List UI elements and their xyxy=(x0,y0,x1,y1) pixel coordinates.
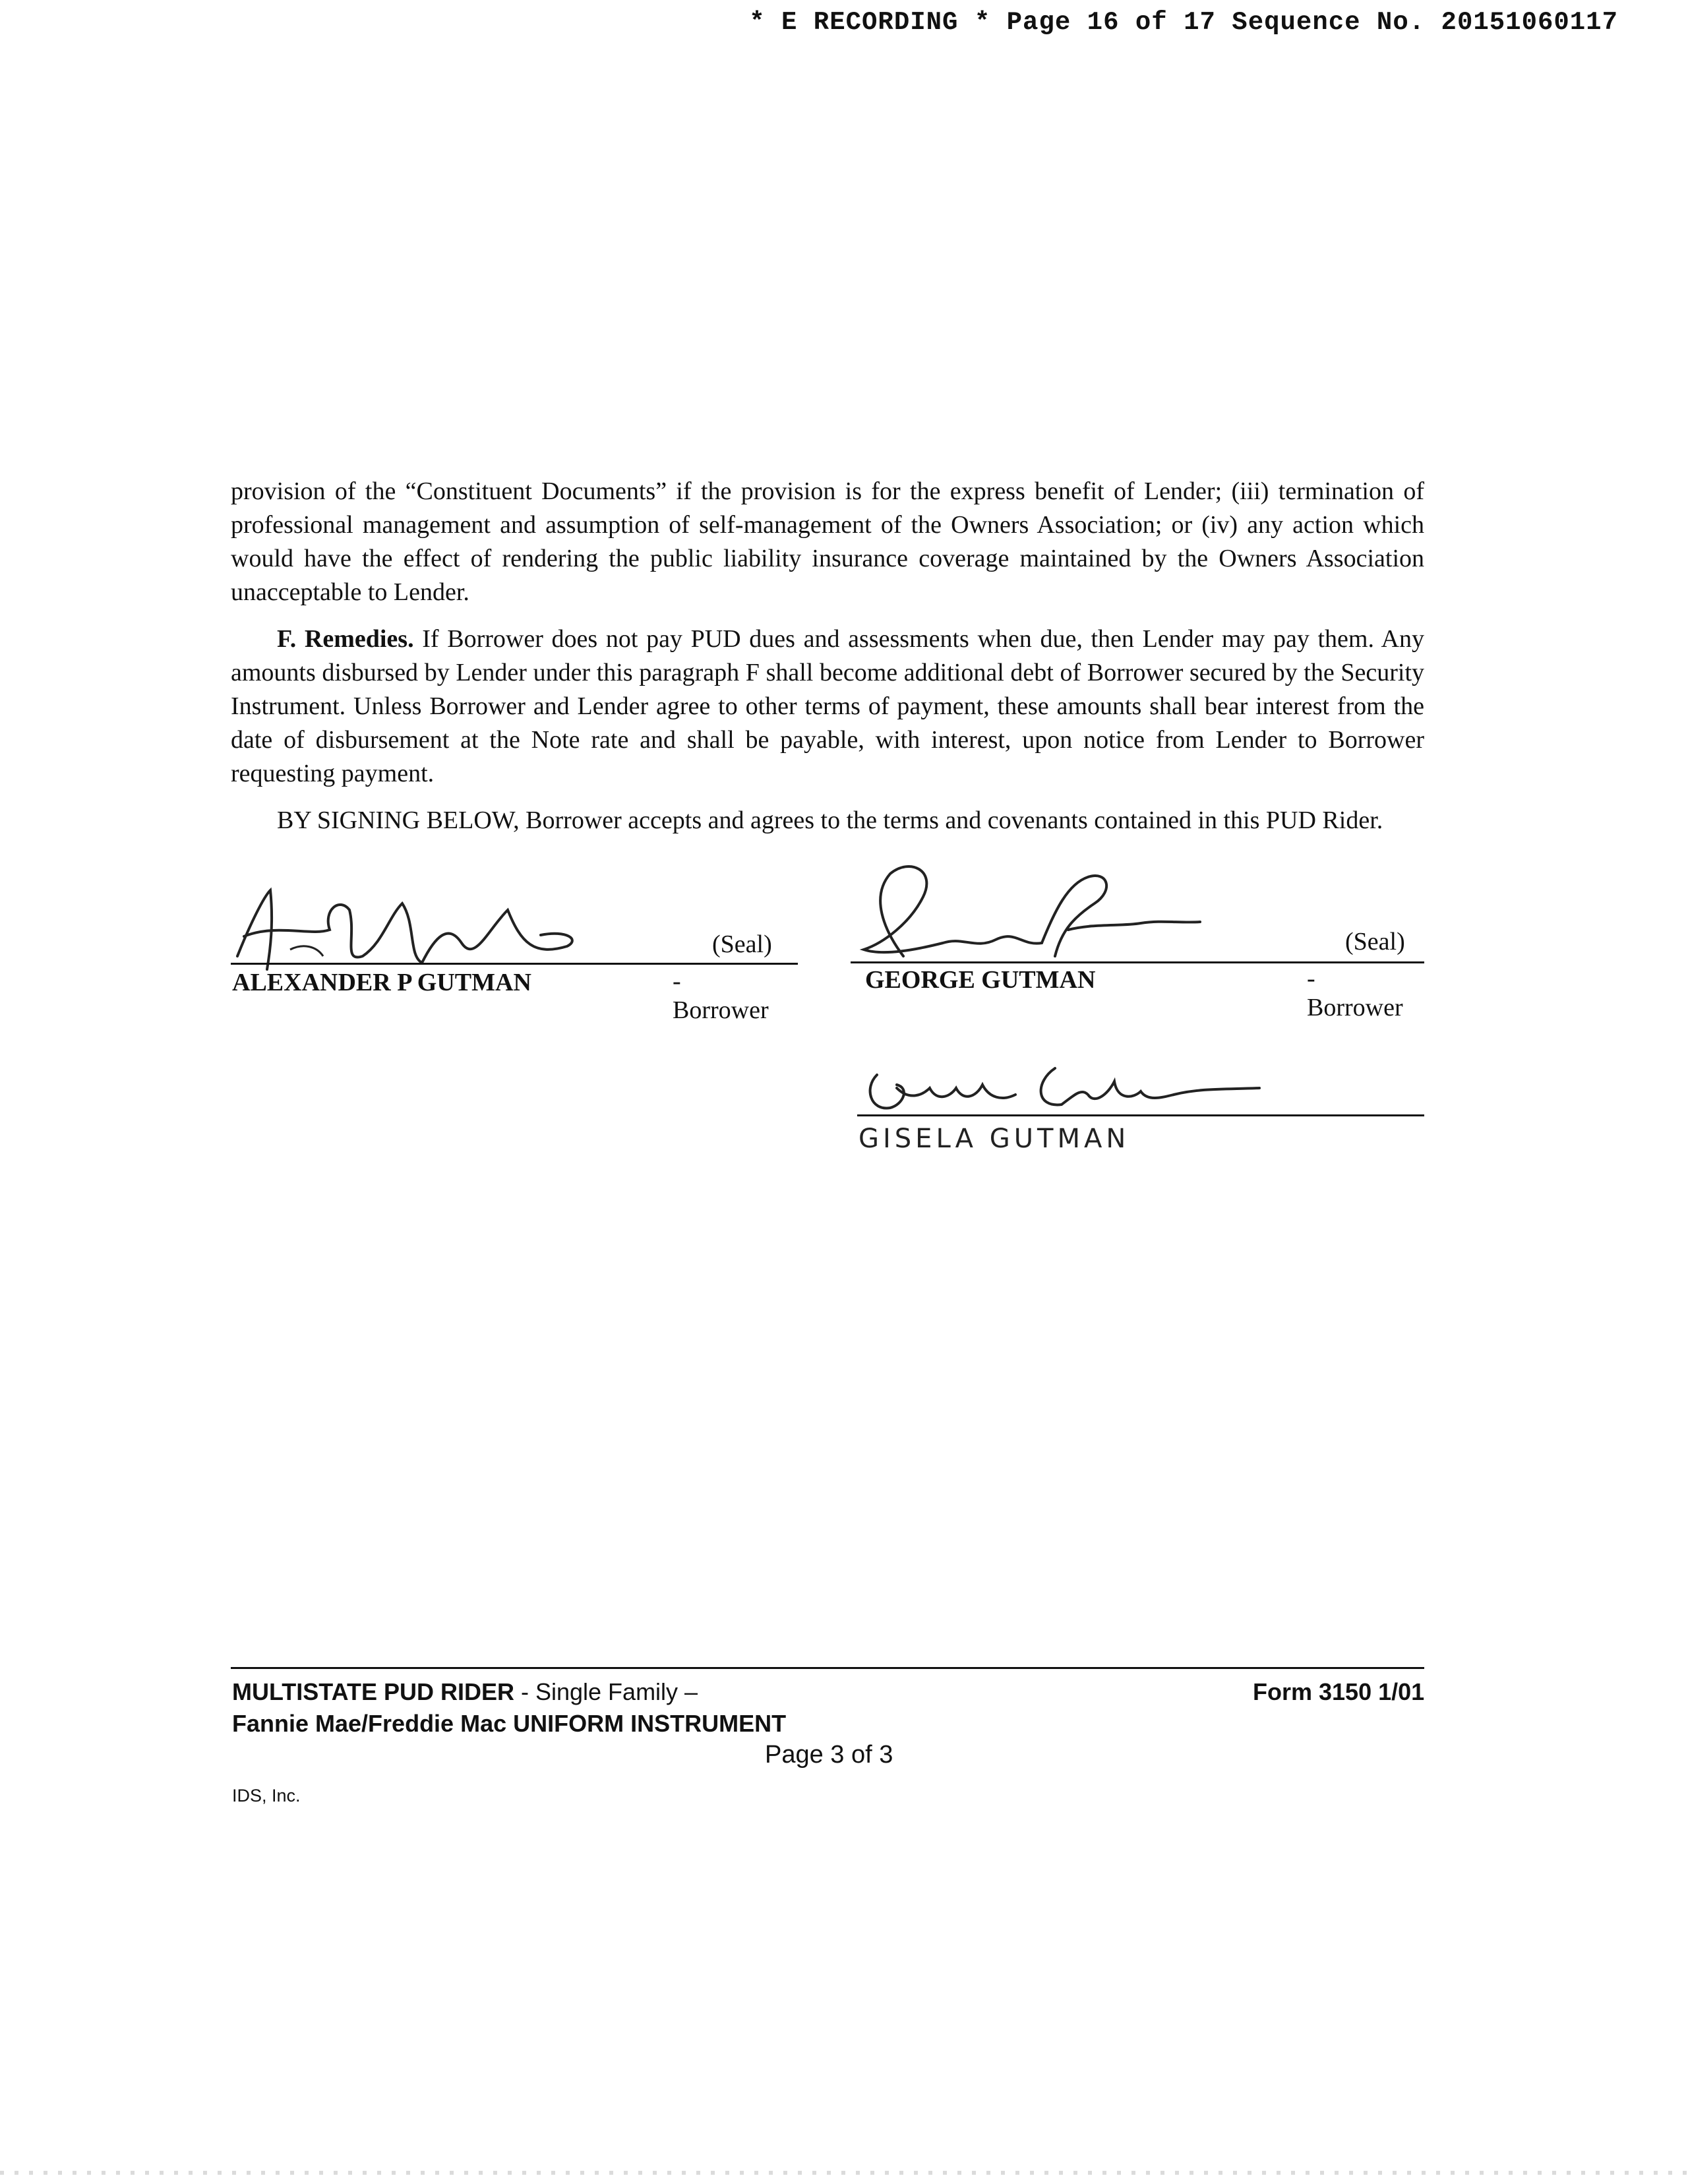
signing-statement: BY SIGNING BELOW, Borrower accepts and agrees to the terms and covenants contained in this PUD Rider. xyxy=(277,806,1383,834)
form-subtitle: Fannie Mae/Freddie Mac UNIFORM INSTRUMENT xyxy=(232,1710,787,1737)
svg-text:GISELA GUTMAN: GISELA GUTMAN xyxy=(859,1124,1130,1154)
form-title-rest: - Single Family – xyxy=(514,1678,698,1705)
handwritten-signature-george xyxy=(844,857,1213,969)
handwritten-printed-name-gisela xyxy=(859,1118,1201,1158)
remedies-text: If Borrower does not pay PUD dues and assessments when due, then Lender may pay them. Any amounts disbursed by Lender under this paragraph F shall become additional debt of Borrower secured by the Security Instrument. Unless Borrower and Lender agree to other terms of payment, these amounts shall bear interest from the date of disbursement at the Note rate and shall be payable, with interest, upon notice from Lender to Borrower requesting payment. xyxy=(231,625,1424,787)
footer-divider xyxy=(231,1667,1424,1669)
handwritten-signature-alexander xyxy=(224,884,593,976)
recording-stamp: * E RECORDING * Page 16 of 17 Sequence No. 20151060117 xyxy=(749,8,1618,37)
provision-paragraph: provision of the “Constituent Documents” if the provision is for the express benefit of Lender; (iii) termination of professional management and assumption of self-management of the Owners Association; or (iv) any action which would have the effect of rendering the public liability insurance coverage maintained by the Owners Association unacceptable to Lender. xyxy=(231,477,1424,606)
remedies-paragraph xyxy=(231,622,1424,791)
form-number: Form 3150 1/01 xyxy=(1253,1678,1425,1705)
signer-name-2: GEORGE GUTMAN xyxy=(865,966,1096,994)
seal-label-1: (Seal) xyxy=(712,930,772,958)
seal-label-2: (Seal) xyxy=(1345,928,1405,956)
rider-body xyxy=(231,475,1424,851)
page-number: Page 3 of 3 xyxy=(765,1741,893,1769)
signature-line-3 xyxy=(857,1114,1424,1116)
form-title xyxy=(232,1678,698,1706)
remedies-heading: F. Remedies. xyxy=(277,625,414,653)
handwritten-signature-gisela xyxy=(857,1048,1279,1121)
vendor-label: IDS, Inc. xyxy=(232,1786,301,1805)
signature-line-2 xyxy=(851,961,1424,963)
form-title-bold: MULTISTATE PUD RIDER xyxy=(232,1678,514,1705)
signer-name-1: ALEXANDER P GUTMAN xyxy=(232,969,531,996)
borrower-label-1: -Borrower xyxy=(673,967,769,1024)
scan-artifact xyxy=(0,2171,1688,2175)
signature-line-1 xyxy=(231,963,798,965)
borrower-label-2: -Borrower xyxy=(1307,965,1403,1021)
